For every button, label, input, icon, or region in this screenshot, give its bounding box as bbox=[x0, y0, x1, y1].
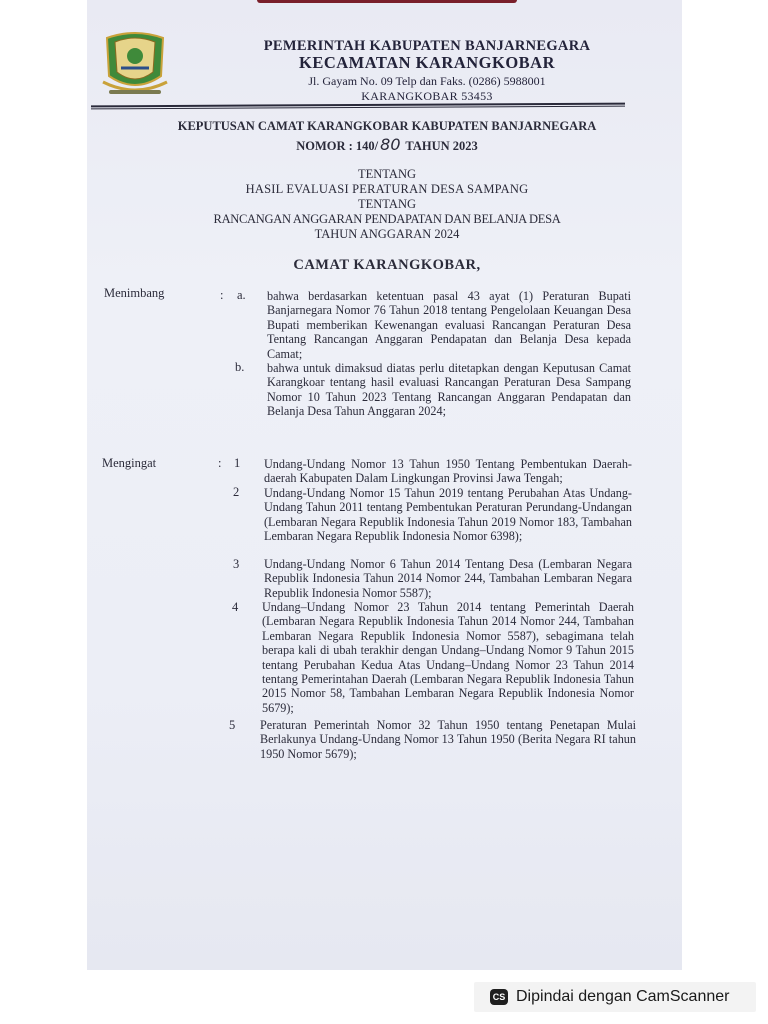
mengingat-marker-4: 4 bbox=[232, 600, 239, 614]
mengingat-marker-1: 1 bbox=[234, 456, 241, 470]
menimbang-colon: : bbox=[220, 288, 224, 302]
decree-number-prefix: NOMOR : 140/ bbox=[296, 139, 379, 153]
scanned-page bbox=[87, 0, 682, 970]
decree-number bbox=[127, 135, 647, 154]
kabupaten-emblem-logo bbox=[99, 28, 171, 98]
subject-line-3: TAHUN ANGGARAN 2024 bbox=[314, 227, 460, 241]
tentang-label-1: TENTANG bbox=[357, 167, 416, 181]
government-name: PEMERINTAH KABUPATEN BANJARNEGARA bbox=[263, 38, 591, 54]
issuer-title: CAMAT KARANGKOBAR, bbox=[293, 257, 481, 273]
menimbang-label: Menimbang bbox=[104, 286, 165, 300]
page-edge-strip bbox=[257, 0, 517, 3]
camscanner-label: Dipindai dengan CamScanner bbox=[516, 988, 730, 1005]
mengingat-item-5: Peraturan Pemerintah Nomor 32 Tahun 1950 tentang Penetapan Mulai Berlakunya Undang-Undang Nomor 13 Tahun 1950 (Berita Negara RI tahun 1950 Nomor 5679); bbox=[260, 718, 636, 761]
camscanner-watermark bbox=[474, 982, 756, 1012]
tentang-label-2: TENTANG bbox=[357, 197, 416, 211]
menimbang-marker-a: a. bbox=[237, 288, 246, 302]
office-address: Jl. Gayam No. 09 Telp dan Faks. (0286) 5988001 bbox=[308, 74, 546, 88]
mengingat-marker-3: 3 bbox=[233, 557, 240, 571]
mengingat-item-2: Undang-Undang Nomor 15 Tahun 2019 tentang Perubahan Atas Undang-Undang Tahun 2011 tentang Pembentukan Peraturan Perundang-Undangan (Lembaran Negara Republik Indonesia Tahun 2019 Nomor 183, Tambahan Lembaran Negara Republik Indonesia Nomor 6398); bbox=[264, 486, 632, 544]
subject-line-2: RANCANGAN ANGGARAN PENDAPATAN DAN BELANJA DESA bbox=[213, 212, 561, 226]
menimbang-item-b: bahwa untuk dimaksud diatas perlu ditetapkan dengan Keputusan Camat Karangkoar tentang hasil evaluasi Rancangan Peraturan Desa Sampang Nomor 10 Tahun 2023 Tentang Rancangan Anggaran Pendapatan dan Belanja Desa Tahun Anggaran 2024; bbox=[267, 361, 631, 419]
district-name: KECAMATAN KARANGKOBAR bbox=[298, 53, 555, 72]
menimbang-marker-b: b. bbox=[235, 360, 245, 374]
decree-number-suffix: TAHUN 2023 bbox=[402, 139, 478, 153]
menimbang-item-a: bahwa berdasarkan ketentuan pasal 43 ayat (1) Peraturan Bupati Banjarnegara Nomor 76 Tahun 2018 tentang Pengelolaan Keuangan Desa Bupati memberikan Kewenangan evaluasi Rancangan Peraturan Desa Tentang Rancangan Anggaran Pendapatan dan Belanja Desa kepada Camat; bbox=[267, 289, 631, 361]
decree-heading: KEPUTUSAN CAMAT KARANGKOBAR KABUPATEN BANJARNEGARA bbox=[177, 119, 597, 133]
mengingat-item-3: Undang-Undang Nomor 6 Tahun 2014 Tentang Desa (Lembaran Negara Republik Indonesia Tahun 2014 Nomor 244, Tambahan Lembaran Negara Republik Indonesia Nomor 5587); bbox=[264, 557, 632, 600]
decree-number-handwritten: 80 bbox=[380, 135, 401, 154]
mengingat-marker-2: 2 bbox=[233, 485, 240, 499]
camscanner-icon: CS bbox=[490, 989, 508, 1005]
mengingat-colon: : bbox=[218, 456, 222, 470]
subject-line-1: HASIL EVALUASI PERATURAN DESA SAMPANG bbox=[245, 182, 529, 196]
mengingat-item-4: Undang–Undang Nomor 23 Tahun 2014 tentang Pemerintah Daerah (Lembaran Negara Republik Indonesia Tahun 2014 Nomor 244, Tambahan Lembaran Negara Republik Indonesia Nomor 5587), sebagimana telah berapa kali di ubah terakhir dengan Undang–Undang Nomor 9 Tahun 2015 tentang Perubahan Kedua Atas Undang–Undang Nomor 23 Tahun 2014 tentang Pemerintahan Daerah (Lembaran Negara Republik Indonesia Tahun 2015 Nomor 58, Tambahan Lembaran Negara Republik Indonesia Nomor 5679); bbox=[262, 600, 634, 715]
mengingat-label: Mengingat bbox=[102, 456, 157, 470]
mengingat-item-1: Undang-Undang Nomor 13 Tahun 1950 Tentang Pembentukan Daerah-daerah Kabupaten Dalam Lingkungan Provinsi Jawa Tengah; bbox=[264, 457, 632, 486]
mengingat-marker-5: 5 bbox=[229, 718, 236, 732]
office-city: KARANGKOBAR 53453 bbox=[361, 89, 493, 103]
